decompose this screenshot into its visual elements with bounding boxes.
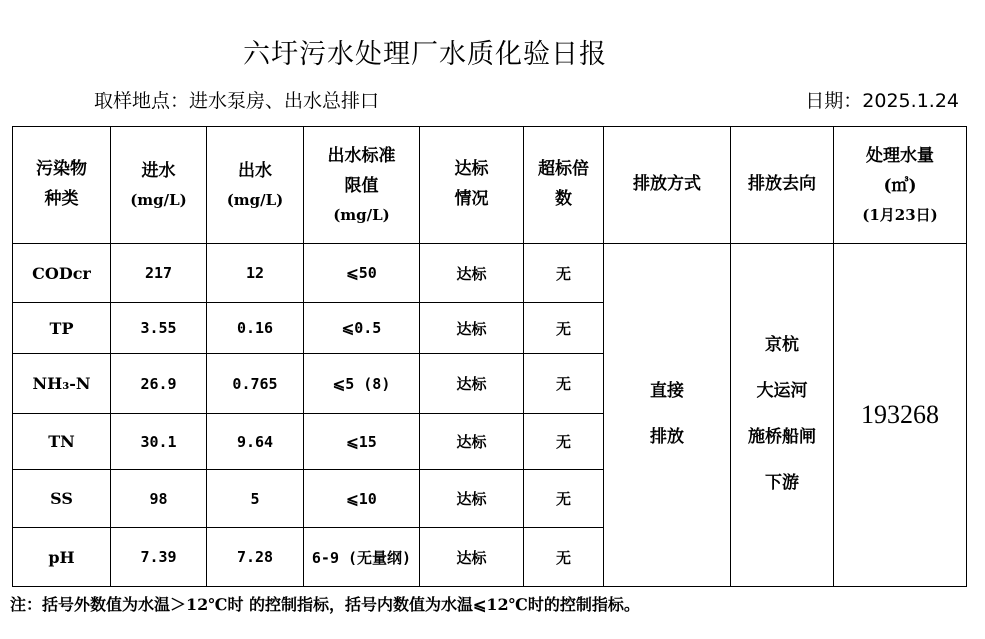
effluent-value: 12 xyxy=(207,244,304,303)
header-pollutant: 污染物 种类 xyxy=(13,127,111,244)
report-date: 日期：2025.1.24 xyxy=(805,90,959,112)
compliance-status: 达标 xyxy=(420,528,524,587)
exceed-value: 无 xyxy=(524,303,604,354)
water-quality-table xyxy=(12,126,967,587)
effluent-value: 9.64 xyxy=(207,414,304,470)
influent-value: 3.55 xyxy=(111,303,207,354)
header-exceed: 超标倍 数 xyxy=(524,127,604,244)
effluent-value: 5 xyxy=(207,470,304,528)
pollutant-name: TN xyxy=(13,414,111,470)
compliance-status: 达标 xyxy=(420,414,524,470)
exceed-value: 无 xyxy=(524,244,604,303)
influent-value: 98 xyxy=(111,470,207,528)
compliance-status: 达标 xyxy=(420,244,524,303)
influent-value: 26.9 xyxy=(111,354,207,414)
discharge-method: 直接 排放 xyxy=(604,244,731,587)
discharge-destination: 京杭 大运河 施桥船闸 下游 xyxy=(731,244,834,587)
pollutant-name: NH₃-N xyxy=(13,354,111,414)
influent-value: 217 xyxy=(111,244,207,303)
effluent-value: 0.765 xyxy=(207,354,304,414)
pollutant-name: SS xyxy=(13,470,111,528)
effluent-value: 7.28 xyxy=(207,528,304,587)
header-discharge-dest: 排放去向 xyxy=(731,127,834,244)
compliance-status: 达标 xyxy=(420,470,524,528)
limit-value: ⩽15 xyxy=(304,414,420,470)
exceed-value: 无 xyxy=(524,354,604,414)
header-effluent: 出水 (mg/L) xyxy=(207,127,304,244)
report-title: 六圩污水处理厂水质化验日报 xyxy=(243,39,607,70)
limit-value: ⩽5 (8) xyxy=(304,354,420,414)
limit-value: ⩽50 xyxy=(304,244,420,303)
header-row xyxy=(13,127,967,244)
influent-value: 30.1 xyxy=(111,414,207,470)
header-compliance: 达标 情况 xyxy=(420,127,524,244)
pollutant-name: CODcr xyxy=(13,244,111,303)
limit-value: ⩽10 xyxy=(304,470,420,528)
limit-value: 6-9 (无量纲) xyxy=(304,528,420,587)
footnote: 注：括号外数值为水温＞12℃时 的控制指标，括号内数值为水温⩽12℃时的控制指标。 xyxy=(10,595,640,614)
header-limit: 出水标准 限值 (mg/L) xyxy=(304,127,420,244)
header-influent: 进水 (mg/L) xyxy=(111,127,207,244)
compliance-status: 达标 xyxy=(420,354,524,414)
sampling-location: 取样地点：进水泵房、出水总排口 xyxy=(94,90,380,112)
pollutant-name: pH xyxy=(13,528,111,587)
treated-volume: 193268 xyxy=(834,244,967,587)
pollutant-name: TP xyxy=(13,303,111,354)
exceed-value: 无 xyxy=(524,414,604,470)
compliance-status: 达标 xyxy=(420,303,524,354)
exceed-value: 无 xyxy=(524,528,604,587)
header-discharge-method: 排放方式 xyxy=(604,127,731,244)
table-row xyxy=(13,244,967,303)
exceed-value: 无 xyxy=(524,470,604,528)
limit-value: ⩽0.5 xyxy=(304,303,420,354)
effluent-value: 0.16 xyxy=(207,303,304,354)
influent-value: 7.39 xyxy=(111,528,207,587)
header-volume: 处理水量 (㎥) (1月23日) xyxy=(834,127,967,244)
